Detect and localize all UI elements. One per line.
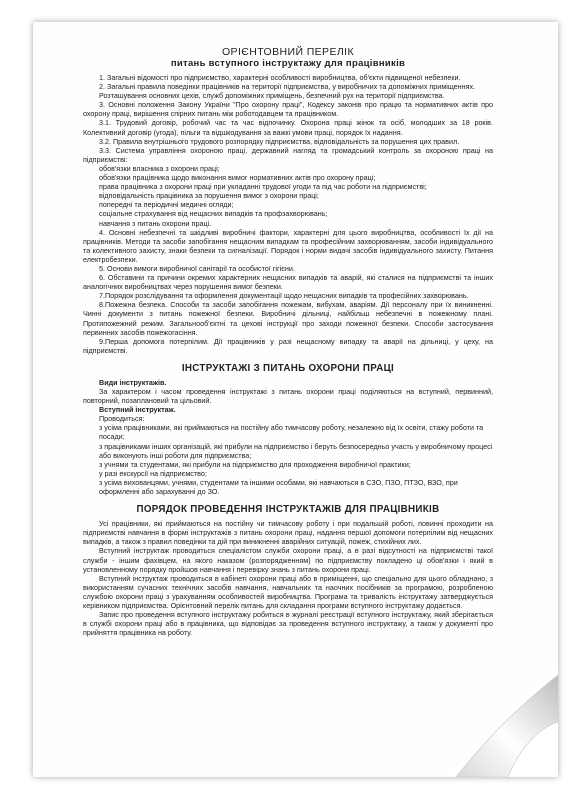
paragraph: 1. Загальні відомості про підприємство, характерні особливості виробництва, об'єкти підвищеної небезпеки. [99,73,461,82]
paragraph: 3.3. Система управління охороною праці, державний нагляд та громадський контроль за охороною праці на підприємстві: [83,145,493,164]
paragraph: 3.1. Трудовий договір, робочий час та час відпочинку. Охорона праці жінок та осіб, молодших за 18 років. Колективний договір (угода), пільги та відшкодування за важкі умови праці, порядок їх надання. [83,118,493,137]
list-item: обов'язки працівника щодо виконання вимог нормативних актів про охорону праці; [99,173,376,183]
list-labor-protection-topics [83,164,493,228]
paragraph: 2. Загальні правила поведінки працівників на території підприємства, у виробничих та допоміжних приміщеннях. [99,82,476,92]
document-subtitle: питань вступного інструктажу для працівників [170,58,406,69]
list-item: права працівника з охорони праці при укладанні трудової угоди та під час роботи на підприємстві; [99,182,427,192]
document-content [83,44,493,637]
document-title: ОРІЄНТОВНИЙ ПЕРЕЛІК [221,46,354,58]
paragraph: 6. Обставини та причини окремих характерних нещасних випадків та аварій, які сталися на підприємстві та інших аналогічних виробництвах через порушення вимог безпеки. [83,273,493,292]
briefing-kinds-label: Види інструктажів. [99,377,167,387]
list-item: з працівниками інших організацій, які прибули на підприємство і беруть безпосередньо участь у виробничому процесі або виконують інші роботи для підприємства; [99,441,493,460]
paragraph: 3.2. Правила внутрішнього трудового розпорядку підприємства, відповідальність за порушення цих правил. [99,136,460,146]
section-hazards-and-safety [83,228,493,355]
document-page [33,22,558,777]
list-item: обов'язки власника з охорони праці; [99,163,220,173]
paragraph: 4. Основні небезпечні та шкідливі виробничі фактори, характерні для цього виробництва, особливості їх дії на працівників. Методи та засоби запобігання нещасним випадкам та професійним захворюванням, засоби індивідуального та колективного захисту, знаки безпеки та сигналізації. Порядок і норми видачі засобів індивідуального захисту. Питання електробезпеки. [83,227,493,264]
paragraph: 7.Порядок розслідування та оформлення документації щодо нещасних випадків та професійних захворювань. [99,291,469,301]
list-item: з учнями та студентами, які прибули на підприємство для проходження виробничої практики; [99,459,411,469]
paragraph: Усі працівники, які приймаються на постійну чи тимчасову роботу і при подальшій роботі, повинні проходити на підприємстві навчання в формі інструктажів з питань охорони праці, надання першої допомоги потерпілим від нещасних випадків, а також з правил поведінки та дій при виникненні аварійних ситуацій, пожеж, стихійних лих. [83,519,493,547]
paragraph: Вступний інструктаж проводиться спеціалістом служби охорони праці, а в разі відсутності на підприємстві такої служби - іншим фахівцем, на якого наказом (розпорядженням) по підприємству покладено ці обов'язки і який в установленному порядку пройшов навчання і перевірку знань з питань охорони праці. [83,546,493,574]
section-procedure [83,519,493,637]
paragraph: Вступний інструктаж проводиться в кабінеті охорони праці або в приміщенні, що спеціально для цього обладнано, з використанням сучасних технічних засобів навчання, навчальних та наочних посібників за програмою, розробленою службою охорони праці з урахуванням особливостей виробництва. Програма та тривалість інструктажу затверджується керівником підприємства. Орієнтовний перелік питань для складання програми вступного інструктажу додається. [83,573,493,610]
list-item: попередні та періодичні медичні огляди; [99,200,234,210]
intro-conducted-label: Проводиться: [99,414,145,424]
intro-briefing-label: Вступний інструктаж. [99,405,176,415]
list-item: соціальне страхування від нещасних випадків та профзахворювань; [99,209,328,219]
section-general-questions [83,73,493,164]
list-item: з усіма працівниками, які приймаються на постійну або тимчасову роботу, незалежно від їх освіти, стажу роботи та посади; [99,423,484,442]
list-intro-briefing-recipients [83,423,493,496]
list-item: з усіма вихованцями, учнями, студентами та іншими особами, які навчаються в СЗО, ПЗО, ПТЗО, ВЗО, при оформленні або зарахуванні до ЗО. [99,477,458,497]
list-item: у разі екскурсії на підприємство; [99,468,207,478]
list-item: навчання з питань охорони праці. [99,218,212,228]
list-item: відповідальність працівника за порушення вимог з охорони праці; [99,191,319,201]
paragraph: 3. Основні положення Закону України "Про охорону праці", Кодексу законів про працю та нормативних актів про охорону праці, вирішення спірних питань між роботодавцем та працівником. [83,100,493,119]
paragraph: 8.Пожежна безпека. Способи та засоби запобігання пожежам, вибухам, аваріям. Дії персоналу при їх виникненні. Чинні документи з питань пожежної безпеки. Виробничі дільниці, найбільш небезпечні в пожежному плані. Протипожежний режим. Загальнооб'єктні та цехові інструкції про заходи пожежної безпеки. Способи застосування первинних засобів пожежогасіння. [83,300,493,337]
paragraph: 9.Перша допомога потерпілим. Дії працівників у разі нещасному випадку та аварії на дільниці, у цеху, на підприємстві. [83,336,493,355]
paragraph: Розташування основних цехів, служб допоміжних приміщень, безпечний рух на території підприємства. [99,91,445,101]
paragraph: 5. Основи вимоги виробничої санітарії та особистої гігієни. [99,263,295,273]
paragraph: Запис про проведення вступного інструктажу робиться в журналі реєстрації вступного інструктажу, який зберігається в службі охорони праці або в працівника, що відповідає за проведення вступного інструктажу, а також у документі про прийняття працівника на роботу. [83,610,493,638]
page-curl-icon [448,667,558,777]
briefing-kinds-text: За характером і часом проведення інструктажі з питань охорони праці поділяються на вступний, первинний, повторний, позаплановий та цільовий. [83,387,493,406]
heading-procedure: ПОРЯДОК ПРОВЕДЕННЯ ІНСТРУКТАЖІВ ДЛЯ ПРАЦІВНИКІВ [136,504,440,516]
heading-briefings: ІНСТРУКТАЖІ З ПИТАНЬ ОХОРОНИ ПРАЦІ [181,362,395,374]
